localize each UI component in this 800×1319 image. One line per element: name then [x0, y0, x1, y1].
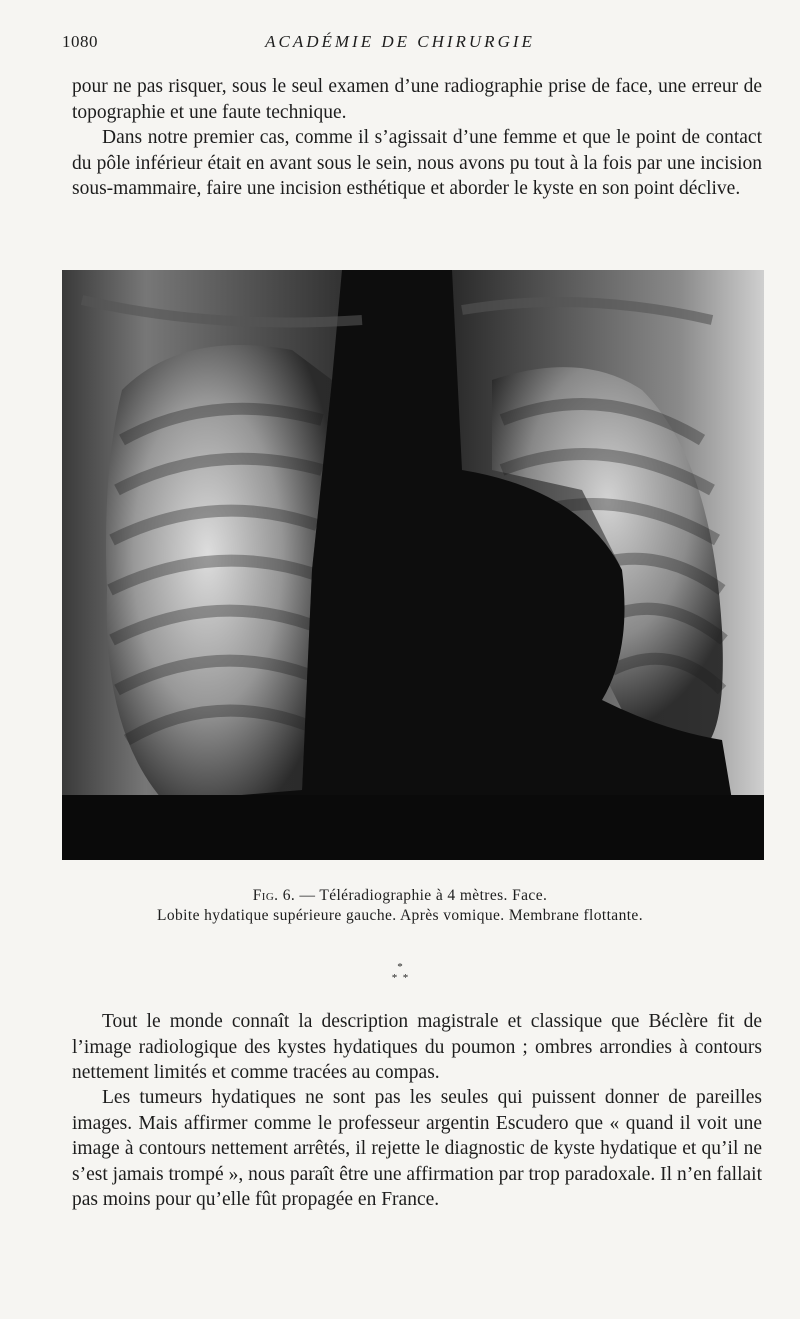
running-header: [0, 30, 800, 58]
figure-caption-text: — Téléradiographie à 4 mètres. Face.: [299, 887, 548, 904]
figure-caption-line-1: [0, 886, 800, 906]
page-number: 1080: [62, 32, 98, 51]
asterism-top: *: [397, 961, 403, 973]
asterism-bottom: * *: [391, 972, 409, 984]
chest-radiograph-image: [62, 270, 764, 860]
paragraph-1: pour ne pas risquer, sous le seul examen d’une radiographie prise de face, une erreur de topographie et une faute technique.: [72, 76, 762, 123]
section-separator: [0, 962, 800, 984]
figure-caption-line-2: Lobite hydatique supérieure gauche. Après vomique. Membrane flottante.: [157, 907, 643, 924]
paragraph-2: Dans notre premier cas, comme il s’agissait d’une femme et que le point de contact du pôle inférieur était en avant sous le sein, nous avons pu tout à la fois par une incision sous-mammaire, faire une incision esthétique et aborder le kyste en son point déclive.: [72, 127, 762, 199]
paragraph-4: Les tumeurs hydatiques ne sont pas les seules qui puissent donner de pareilles images. Mais affirmer comme le professeur argentin Escudero que « quand il voit une image à contours nettement arrêtés, il rejette le diagnostic de kyste hydatique et qu’il ne s’est jamais trompé », nous paraît être une affirmation par trop paradoxale. Il n’en fallait pas moins pour qu’elle fût propagée en France.: [72, 1087, 762, 1210]
paragraph-3: Tout le monde connaît la description magistrale et classique que Béclère fit de l’image radiologique des kystes hydatiques du poumon ; ombres arrondies à contours nettement limités et comme tracées au compas.: [72, 1011, 762, 1083]
figure-label: Fig. 6.: [252, 887, 296, 904]
running-title: ACADÉMIE DE CHIRURGIE: [265, 32, 535, 51]
